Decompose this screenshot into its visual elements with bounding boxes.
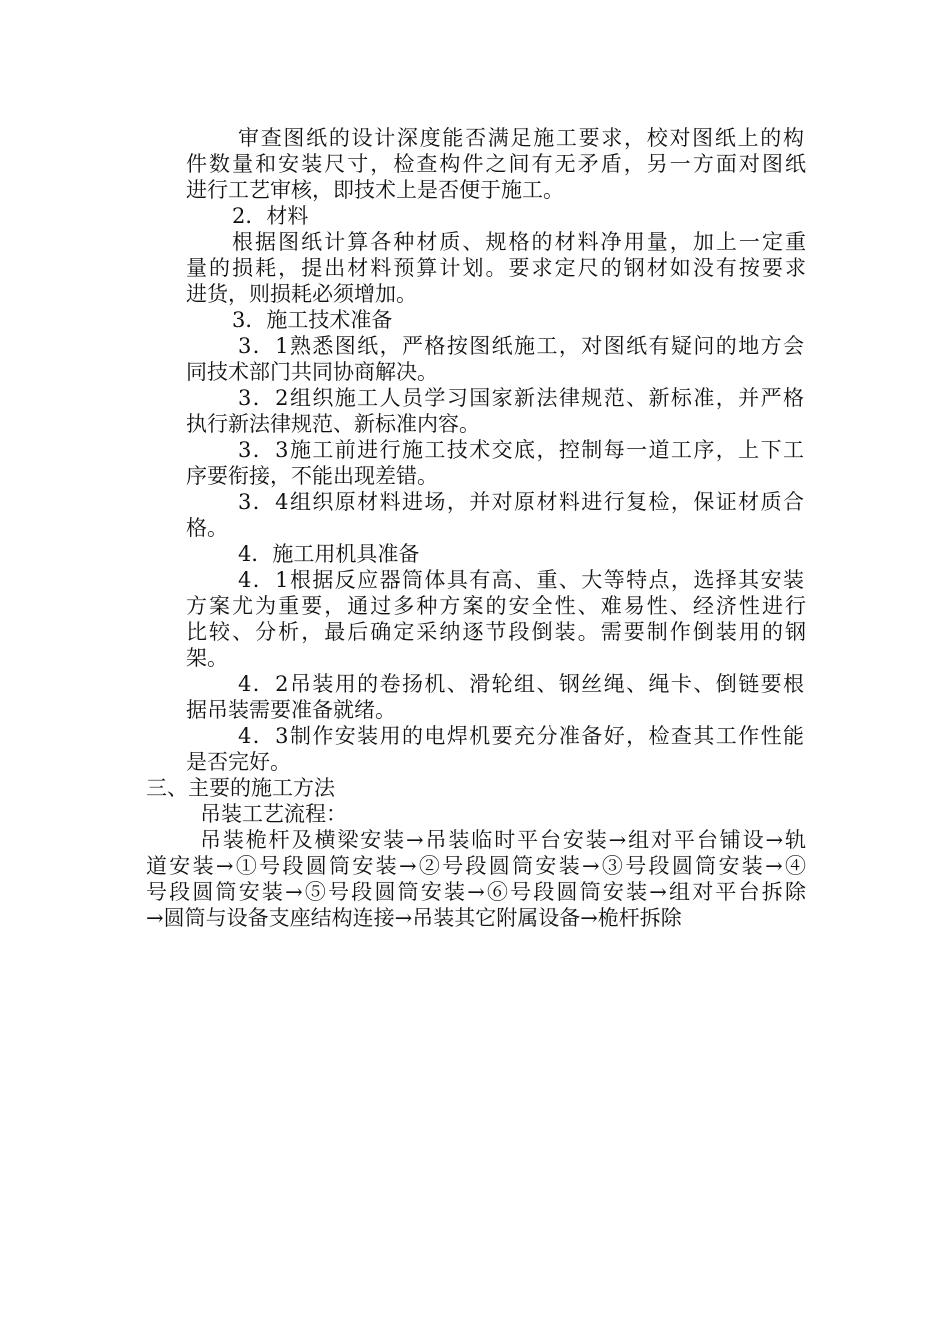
paragraph-line: 格。 — [186, 516, 228, 540]
section-heading: 4．施工用机具准备 — [238, 542, 420, 566]
subsection-heading: 吊装工艺流程： — [200, 802, 347, 826]
paragraph-line: 3．1熟悉图纸，严格按图纸施工，对图纸有疑问的地方会 — [238, 334, 804, 358]
paragraph-line: 执行新法律规范、新标准内容。 — [186, 412, 480, 436]
paragraph-line: 3．2组织施工人员学习国家新法律规范、新标准，并严格 — [238, 386, 804, 410]
paragraph-line: 审查图纸的设计深度能否满足施工要求，校对图纸上的构 — [238, 126, 804, 150]
paragraph-line: 是否完好。 — [186, 750, 291, 774]
paragraph-line: 4．1根据反应器筒体具有高、重、大等特点，选择其安装 — [238, 568, 804, 592]
paragraph-line: 量的损耗，提出材料预算计划。要求定尺的钢材如没有按要求 — [186, 256, 806, 280]
flow-line: →圆筒与设备支座结构连接→吊装其它附属设备→桅杆拆除 — [146, 906, 682, 930]
paragraph-line: 架。 — [186, 646, 228, 670]
paragraph-line: 4．2吊装用的卷扬机、滑轮组、钢丝绳、绳卡、倒链要根 — [238, 672, 804, 696]
flow-line: 道安装→①号段圆筒安装→②号段圆筒安装→③号段圆筒安装→④ — [146, 854, 806, 878]
paragraph-line: 序要衔接，不能出现差错。 — [186, 464, 438, 488]
paragraph-line: 3．4组织原材料进场，并对原材料进行复检，保证材质合 — [238, 490, 804, 514]
section-heading: 3．施工技术准备 — [232, 308, 393, 332]
flow-line: 吊装桅杆及横梁安装→吊装临时平台安装→组对平台铺设→轨 — [200, 828, 806, 852]
paragraph-line: 比较、分析，最后确定采纳逐节段倒装。需要制作倒装用的钢 — [186, 620, 806, 644]
section-heading: 2．材料 — [232, 204, 309, 228]
paragraph-line: 根据图纸计算各种材质、规格的材料净用量，加上一定重 — [232, 230, 806, 254]
paragraph-line: 同技术部门共同协商解决。 — [186, 360, 438, 384]
paragraph-line: 据吊装需要准备就绪。 — [186, 698, 396, 722]
paragraph-line: 3．3施工前进行施工技术交底，控制每一道工序，上下工 — [238, 438, 804, 462]
paragraph-line: 件数量和安装尺寸，检查构件之间有无矛盾，另一方面对图纸 — [186, 152, 806, 176]
paragraph-line: 方案尤为重要，通过多种方案的安全性、难易性、经济性进行 — [186, 594, 806, 618]
paragraph-line: 进行工艺审核，即技术上是否便于施工。 — [186, 178, 564, 202]
paragraph-line: 进货，则损耗必须增加。 — [186, 282, 417, 306]
flow-line: 号段圆筒安装→⑤号段圆筒安装→⑥号段圆筒安装→组对平台拆除 — [146, 880, 806, 904]
paragraph-line: 4．3制作安装用的电焊机要充分准备好，检查其工作性能 — [238, 724, 804, 748]
chapter-heading: 三、主要的施工方法 — [146, 776, 335, 800]
